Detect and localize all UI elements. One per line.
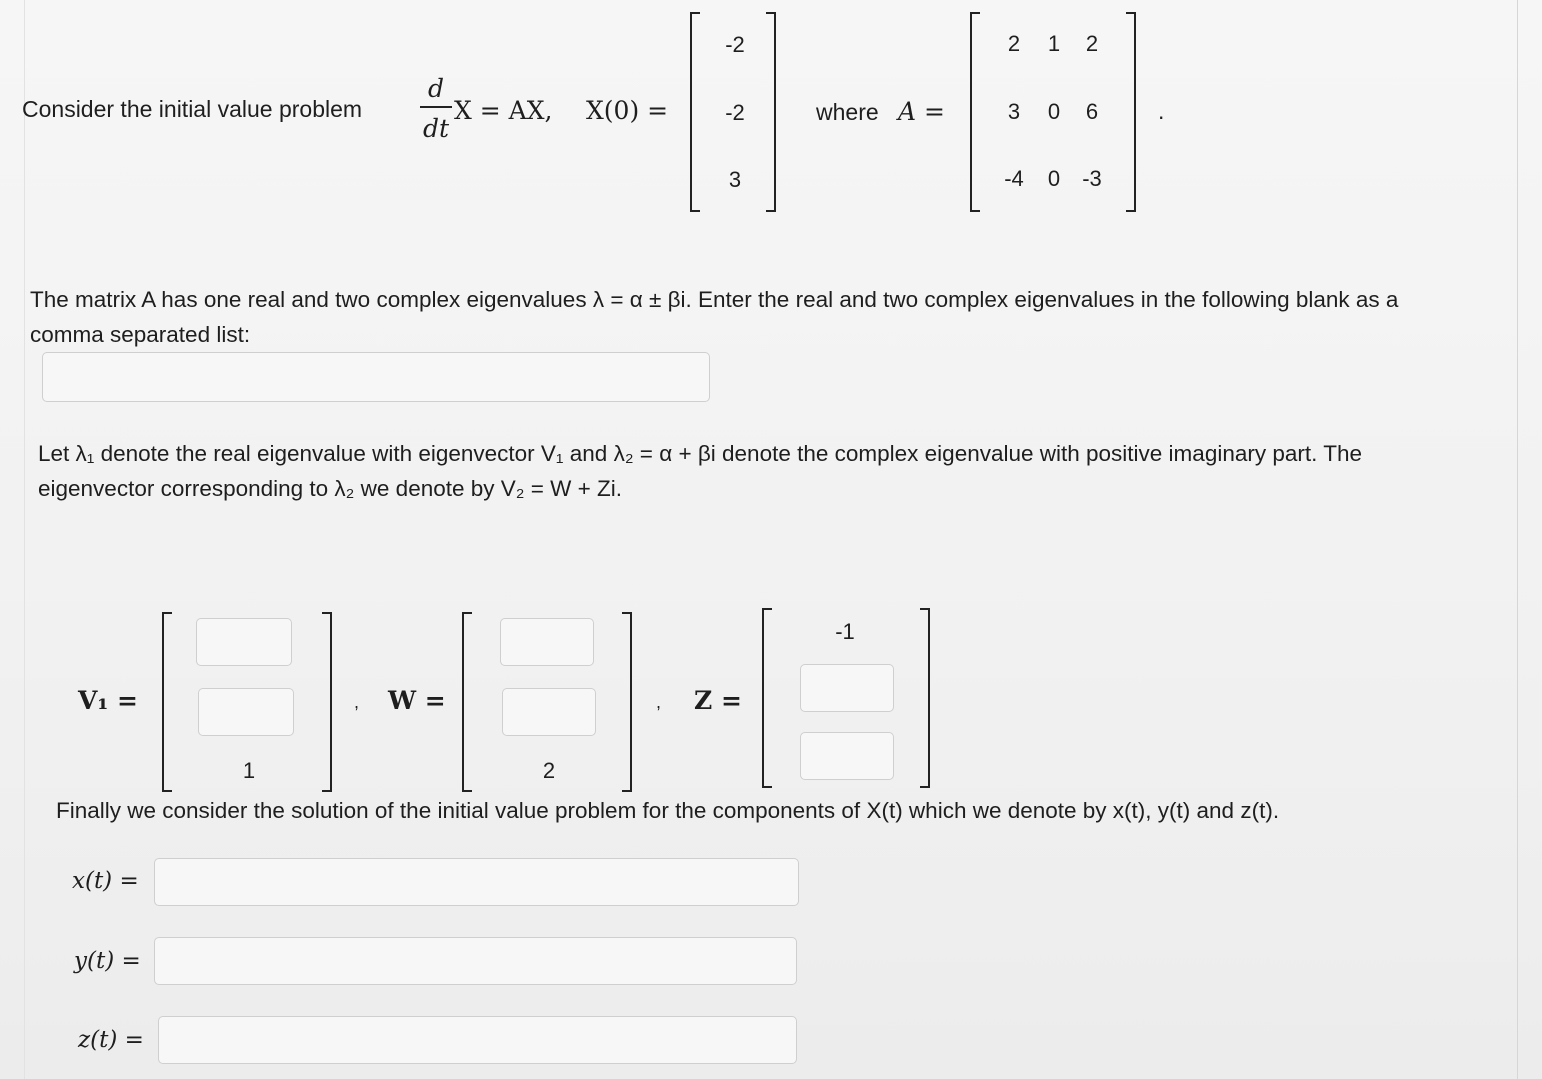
q2-text-line1: Let λ₁ denote the real eigenvalue with eigenvector V₁ and λ₂ = α + βi denote the complex eigenvalue with positive imaginary part. The — [38, 441, 1362, 466]
a-r1c2: 1 — [1047, 31, 1061, 56]
z-of-t-input[interactable] — [158, 1016, 797, 1064]
x0-entry-2: -2 — [725, 100, 745, 125]
a-r3c1: -4 — [1004, 166, 1024, 191]
a-left-bracket — [970, 12, 980, 212]
x0-left-bracket — [690, 12, 700, 212]
where-label: where — [816, 99, 879, 125]
v1-entry-1-input[interactable] — [196, 618, 292, 666]
v1-entry-2-input[interactable] — [198, 688, 294, 736]
v1-entry-3: 1 — [242, 758, 256, 783]
x-of-t-input[interactable] — [154, 858, 799, 906]
a-r1c1: 2 — [1007, 31, 1021, 56]
a-r3c3: -3 — [1082, 166, 1102, 191]
derivative-bar — [420, 106, 452, 108]
a-r2c3: 6 — [1085, 99, 1099, 124]
a-r3c2: 0 — [1047, 166, 1061, 191]
a-label: A = — [898, 97, 945, 126]
a-r1c3: 2 — [1085, 31, 1099, 56]
y-of-t-input[interactable] — [154, 937, 797, 985]
v1-right-bracket — [322, 612, 332, 792]
w-left-bracket — [462, 612, 472, 792]
a-r2c2: 0 — [1047, 99, 1061, 124]
z-entry-2-input[interactable] — [800, 664, 894, 712]
comma-1: , — [354, 692, 360, 712]
w-right-bracket — [622, 612, 632, 792]
a-r2c1: 3 — [1007, 99, 1021, 124]
v1-left-bracket — [162, 612, 172, 792]
x0-label: X(0) = — [586, 96, 669, 125]
q1-text-line2: comma separated list: — [30, 322, 251, 347]
z-left-bracket — [762, 608, 772, 788]
z-of-t-label: z(t) = — [78, 1027, 144, 1053]
x0-entry-3: 3 — [728, 167, 742, 192]
w-label: W = — [388, 686, 446, 715]
v1-label: V₁ = — [78, 686, 138, 715]
intro-lead: Consider the initial value problem — [22, 96, 363, 122]
ode-rhs: X = AX, — [454, 96, 553, 125]
z-entry-3-input[interactable] — [800, 732, 894, 780]
x-of-t-label: x(t) = — [72, 868, 139, 894]
derivative-numerator: d — [427, 74, 444, 103]
comma-2: , — [656, 692, 662, 712]
w-entry-3: 2 — [542, 758, 556, 783]
q3-text: Finally we consider the solution of the initial value problem for the components of X(t) which we denote by x(t), y(t) and z(t). — [56, 798, 1280, 823]
w-entry-2-input[interactable] — [502, 688, 596, 736]
x0-entry-1: -2 — [725, 32, 745, 57]
derivative-denominator: dt — [422, 114, 450, 143]
q1-text-line1: The matrix A has one real and two complex eigenvalues λ = α ± βi. Enter the real and two complex eigenvalues in the following blank as a — [30, 287, 1399, 312]
a-right-bracket — [1126, 12, 1136, 212]
y-of-t-label: y(t) = — [74, 948, 141, 974]
w-entry-1-input[interactable] — [500, 618, 594, 666]
x0-right-bracket — [766, 12, 776, 212]
left-border — [24, 0, 25, 1079]
right-border — [1517, 0, 1518, 1079]
z-label: Z = — [694, 686, 742, 715]
q2-text-line2: eigenvector corresponding to λ₂ we denote by V₂ = W + Zi. — [38, 476, 623, 501]
eigenvalues-input[interactable] — [42, 352, 710, 402]
z-right-bracket — [920, 608, 930, 788]
intro-period: . — [1158, 98, 1165, 124]
z-entry-1: -1 — [835, 619, 855, 644]
